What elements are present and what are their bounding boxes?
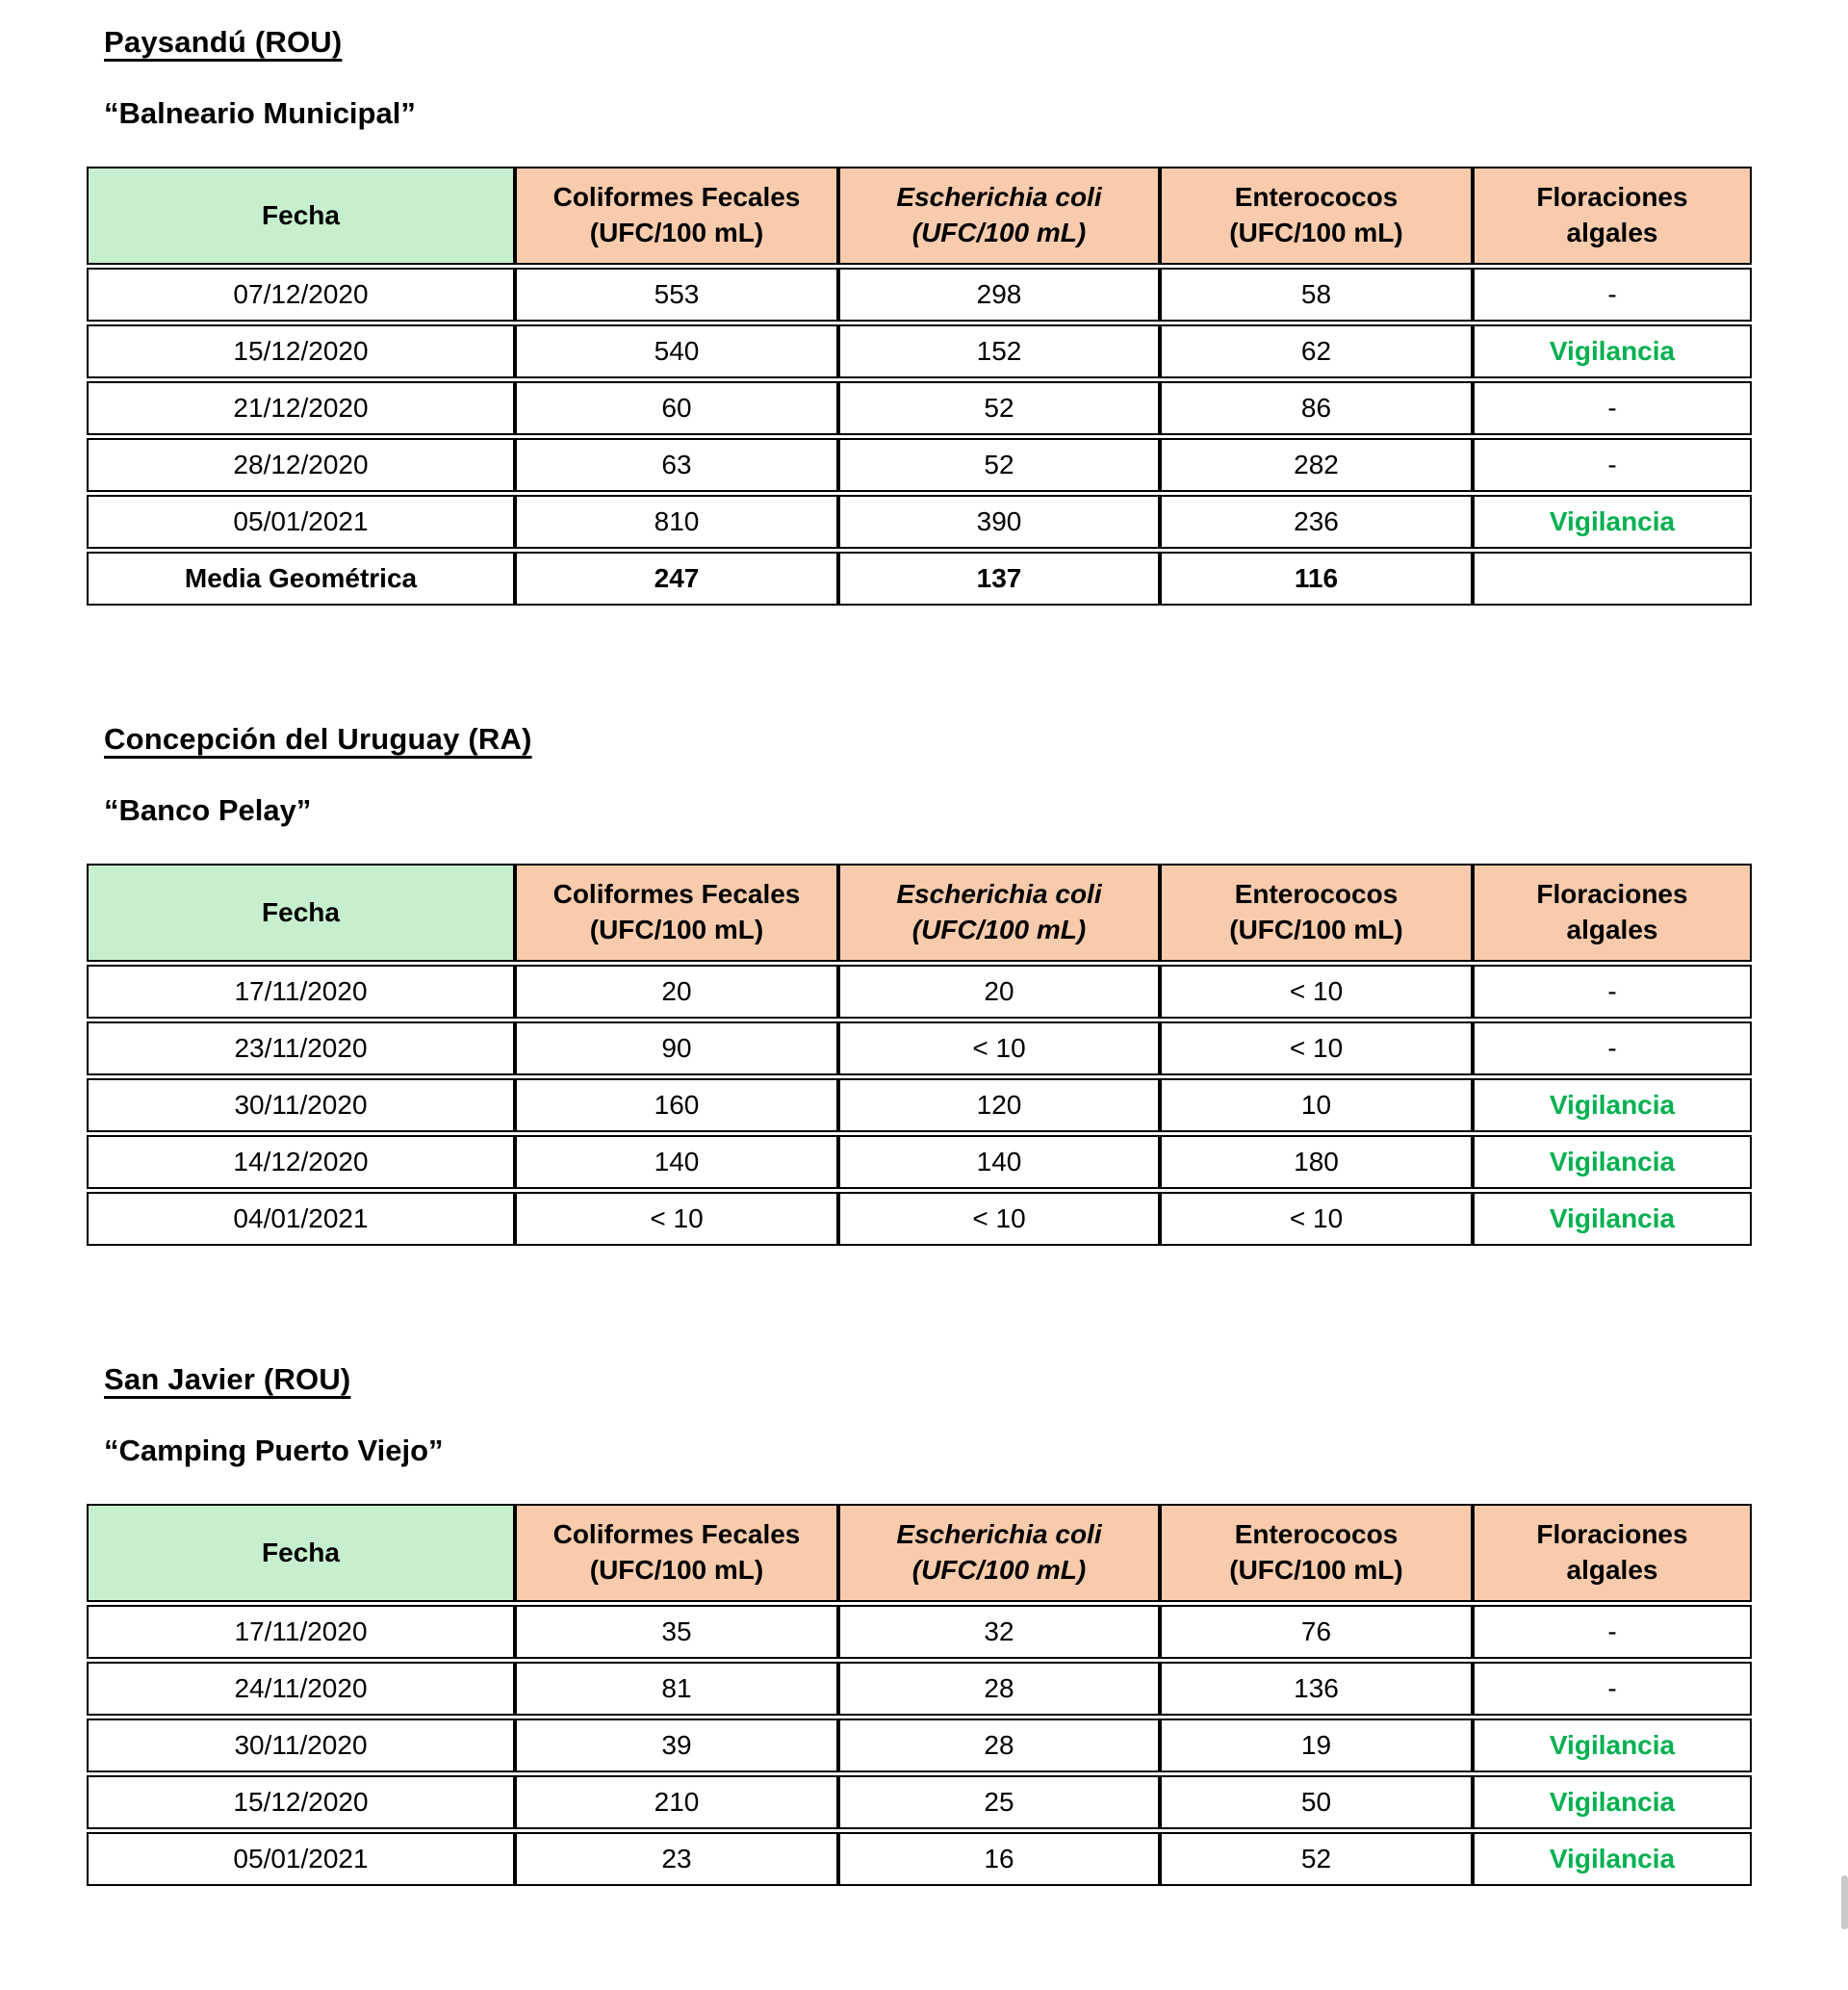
- fecha-cell: 21/12/2020: [87, 381, 515, 435]
- table-row: [87, 1135, 1752, 1189]
- section-title: San Javier (ROU): [104, 1362, 351, 1396]
- fecha-cell: 23/11/2020: [87, 1021, 515, 1075]
- fecha-cell: 04/01/2021: [87, 1192, 515, 1246]
- col-header-line: Coliformes Fecales: [552, 182, 801, 213]
- table-row: [87, 381, 1752, 435]
- coliformes-cell: 81: [515, 1662, 838, 1716]
- col-header-fecha: Fecha: [87, 167, 515, 265]
- fecha-cell: 05/01/2021: [87, 495, 515, 549]
- fecha-cell: 24/11/2020: [87, 1662, 515, 1716]
- floraciones-cell: Vigilancia: [1473, 1832, 1752, 1886]
- enterococos-cell: < 10: [1160, 1192, 1473, 1246]
- coliformes-cell: 35: [515, 1605, 838, 1659]
- geometric-mean-row: [87, 552, 1752, 606]
- col-header-line: Escherichia coli: [896, 182, 1102, 213]
- ecoli-cell: 152: [838, 324, 1160, 378]
- enterococos-cell: 76: [1160, 1605, 1473, 1659]
- coliformes-cell: 90: [515, 1021, 838, 1075]
- table-row: [87, 324, 1752, 378]
- col-header-line: Enterococos: [1234, 182, 1399, 213]
- coliformes-cell: 210: [515, 1775, 838, 1829]
- table-row: [87, 1078, 1752, 1132]
- floraciones-cell: -: [1473, 268, 1752, 322]
- coliformes-cell: 553: [515, 268, 838, 322]
- section-concepcion: [87, 722, 1848, 1249]
- scrollbar-fragment: [1841, 1875, 1848, 1929]
- fecha-cell: 14/12/2020: [87, 1135, 515, 1189]
- ecoli-cell: 52: [838, 438, 1160, 492]
- fecha-cell: 17/11/2020: [87, 965, 515, 1019]
- col-header-floraciones: [1473, 1504, 1752, 1602]
- coliformes-cell: 540: [515, 324, 838, 378]
- ecoli-cell: < 10: [838, 1021, 1160, 1075]
- geometric-mean-label: Media Geométrica: [87, 552, 515, 606]
- floraciones-cell: Vigilancia: [1473, 1135, 1752, 1189]
- table-row: [87, 1192, 1752, 1246]
- col-header-enterococos: [1160, 1504, 1473, 1602]
- col-header-coliformes: [515, 167, 838, 265]
- empty-cell: [1473, 552, 1752, 606]
- floraciones-cell: -: [1473, 438, 1752, 492]
- coliformes-cell: 60: [515, 381, 838, 435]
- floraciones-cell: Vigilancia: [1473, 1078, 1752, 1132]
- floraciones-cell: -: [1473, 1662, 1752, 1716]
- col-header-line: Floraciones: [1536, 879, 1688, 910]
- floraciones-cell: -: [1473, 381, 1752, 435]
- table-row: [87, 1775, 1752, 1829]
- table-row: [87, 1605, 1752, 1659]
- section-paysandu: [87, 25, 1848, 608]
- col-header-coliformes: [515, 1504, 838, 1602]
- col-header-line: (UFC/100 mL): [1229, 1555, 1403, 1585]
- beach-name: “Banco Pelay”: [104, 793, 312, 827]
- col-header-line: Coliformes Fecales: [552, 879, 801, 910]
- header-row: [87, 167, 1752, 265]
- table-row: [87, 1021, 1752, 1075]
- fecha-cell: 05/01/2021: [87, 1832, 515, 1886]
- col-header-fecha: Fecha: [87, 1504, 515, 1602]
- fecha-cell: 15/12/2020: [87, 1775, 515, 1829]
- floraciones-cell: -: [1473, 1021, 1752, 1075]
- section-san-javier: [87, 1362, 1848, 1889]
- table-row: [87, 1662, 1752, 1716]
- enterococos-cell: < 10: [1160, 965, 1473, 1019]
- col-header-ecoli: [838, 864, 1160, 962]
- col-header-line: (UFC/100 mL): [589, 915, 764, 944]
- table-row: [87, 965, 1752, 1019]
- enterococos-cell: 282: [1160, 438, 1473, 492]
- coliformes-cell: 140: [515, 1135, 838, 1189]
- table-row: [87, 495, 1752, 549]
- ecoli-cell: 120: [838, 1078, 1160, 1132]
- enterococos-cell: 62: [1160, 324, 1473, 378]
- col-header-line: Escherichia coli: [896, 1519, 1102, 1550]
- ecoli-cell: 140: [838, 1135, 1160, 1189]
- col-header-line: Coliformes Fecales: [552, 1519, 801, 1550]
- col-header-line: algales: [1566, 218, 1658, 247]
- enterococos-cell: 19: [1160, 1719, 1473, 1772]
- col-header-line: Enterococos: [1234, 879, 1399, 910]
- water-quality-table-camping-puerto-viejo: [87, 1501, 1752, 1889]
- col-header-line: Enterococos: [1234, 1519, 1399, 1550]
- fecha-cell: 28/12/2020: [87, 438, 515, 492]
- col-header-line: Escherichia coli: [896, 879, 1102, 910]
- enterococos-cell: 86: [1160, 381, 1473, 435]
- enterococos-cell: 136: [1160, 1662, 1473, 1716]
- ecoli-cell: 298: [838, 268, 1160, 322]
- table-row: [87, 1719, 1752, 1772]
- table-row: [87, 438, 1752, 492]
- fecha-cell: 07/12/2020: [87, 268, 515, 322]
- col-header-enterococos: [1160, 864, 1473, 962]
- col-header-ecoli: [838, 1504, 1160, 1602]
- table-row: [87, 268, 1752, 322]
- enterococos-cell: 50: [1160, 1775, 1473, 1829]
- floraciones-cell: Vigilancia: [1473, 1192, 1752, 1246]
- floraciones-cell: Vigilancia: [1473, 495, 1752, 549]
- col-header-line: Floraciones: [1536, 182, 1688, 213]
- section-title: Concepción del Uruguay (RA): [104, 722, 532, 756]
- col-header-line: Floraciones: [1536, 1519, 1688, 1550]
- ecoli-cell: < 10: [838, 1192, 1160, 1246]
- ecoli-mean-cell: 137: [838, 552, 1160, 606]
- water-quality-table-paysandu: [87, 164, 1752, 608]
- floraciones-cell: -: [1473, 1605, 1752, 1659]
- fecha-cell: 17/11/2020: [87, 1605, 515, 1659]
- col-header-floraciones: [1473, 167, 1752, 265]
- fecha-cell: 15/12/2020: [87, 324, 515, 378]
- col-header-line: (UFC/100 mL): [1229, 218, 1403, 247]
- coliformes-cell: 20: [515, 965, 838, 1019]
- ecoli-cell: 390: [838, 495, 1160, 549]
- ecoli-cell: 32: [838, 1605, 1160, 1659]
- col-header-coliformes: [515, 864, 838, 962]
- coliformes-cell: 39: [515, 1719, 838, 1772]
- col-header-ecoli: [838, 167, 1160, 265]
- col-header-line: (UFC/100 mL): [1229, 915, 1403, 944]
- coliformes-cell: 63: [515, 438, 838, 492]
- coliformes-cell: < 10: [515, 1192, 838, 1246]
- col-header-line: (UFC/100 mL): [589, 1555, 764, 1585]
- header-row: [87, 864, 1752, 962]
- fecha-cell: 30/11/2020: [87, 1078, 515, 1132]
- enterococos-cell: 236: [1160, 495, 1473, 549]
- enterococos-cell: 52: [1160, 1832, 1473, 1886]
- coliformes-cell: 160: [515, 1078, 838, 1132]
- beach-name: “Balneario Municipal”: [104, 96, 416, 130]
- section-title: Paysandú (ROU): [104, 25, 343, 59]
- ecoli-cell: 16: [838, 1832, 1160, 1886]
- enterococos-mean-cell: 116: [1160, 552, 1473, 606]
- ecoli-cell: 28: [838, 1662, 1160, 1716]
- col-header-line: algales: [1566, 915, 1658, 944]
- water-quality-table-banco-pelay: [87, 861, 1752, 1249]
- floraciones-cell: Vigilancia: [1473, 1775, 1752, 1829]
- floraciones-cell: -: [1473, 965, 1752, 1019]
- enterococos-cell: 180: [1160, 1135, 1473, 1189]
- floraciones-cell: Vigilancia: [1473, 324, 1752, 378]
- coliformes-cell: 23: [515, 1832, 838, 1886]
- enterococos-cell: 58: [1160, 268, 1473, 322]
- ecoli-cell: 20: [838, 965, 1160, 1019]
- fecha-cell: 30/11/2020: [87, 1719, 515, 1772]
- table-row: [87, 1832, 1752, 1886]
- col-header-line: (UFC/100 mL): [589, 218, 764, 247]
- col-header-line: (UFC/100 mL): [911, 915, 1087, 944]
- coliformes-mean-cell: 247: [515, 552, 838, 606]
- col-header-fecha: Fecha: [87, 864, 515, 962]
- enterococos-cell: 10: [1160, 1078, 1473, 1132]
- col-header-floraciones: [1473, 864, 1752, 962]
- col-header-line: algales: [1566, 1555, 1658, 1585]
- ecoli-cell: 25: [838, 1775, 1160, 1829]
- ecoli-cell: 52: [838, 381, 1160, 435]
- enterococos-cell: < 10: [1160, 1021, 1473, 1075]
- col-header-line: (UFC/100 mL): [911, 1555, 1087, 1585]
- coliformes-cell: 810: [515, 495, 838, 549]
- beach-name: “Camping Puerto Viejo”: [104, 1434, 444, 1467]
- ecoli-cell: 28: [838, 1719, 1160, 1772]
- floraciones-cell: Vigilancia: [1473, 1719, 1752, 1772]
- header-row: [87, 1504, 1752, 1602]
- col-header-enterococos: [1160, 167, 1473, 265]
- col-header-line: (UFC/100 mL): [911, 218, 1087, 247]
